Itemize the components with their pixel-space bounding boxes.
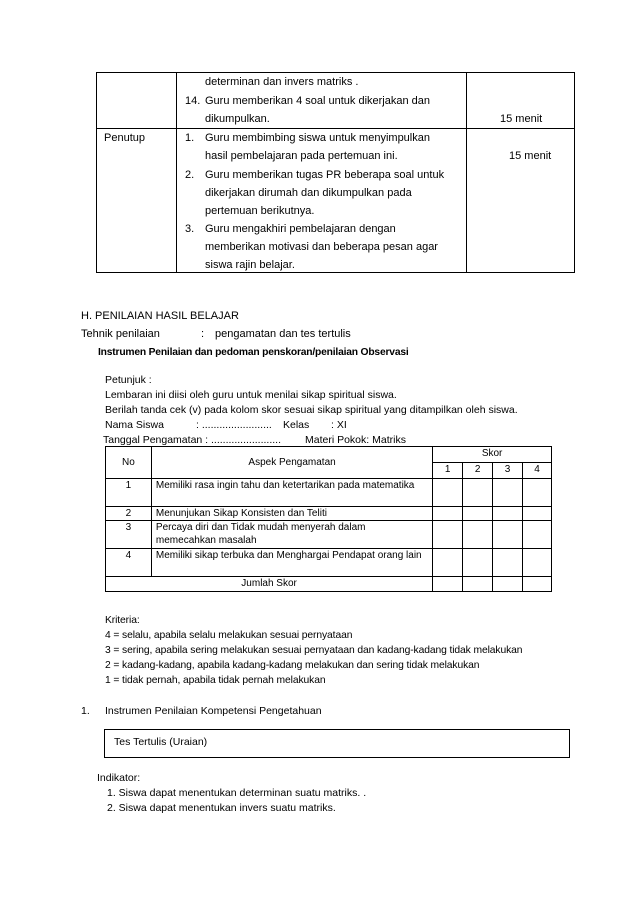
indikator-item: 2. Siswa dapat menentukan invers suatu matriks.	[107, 802, 336, 814]
header-no: No	[106, 447, 152, 479]
total-cell[interactable]	[523, 577, 552, 592]
pengetahuan-title: Instrumen Penilaian Kompetensi Pengetahuan	[105, 705, 322, 717]
score-checkbox-cell[interactable]	[433, 479, 463, 507]
score-checkbox-cell[interactable]	[493, 521, 523, 549]
petunjuk-line: Lembaran ini diisi oleh guru untuk menilai sikap spiritual siswa.	[105, 389, 397, 401]
score-checkbox-cell[interactable]	[523, 521, 552, 549]
score-checkbox-cell[interactable]	[493, 507, 523, 521]
total-cell[interactable]	[433, 577, 463, 592]
nama-label: Nama Siswa	[105, 419, 164, 431]
indikator-title: Indikator:	[97, 772, 141, 784]
nama-value: : ........................	[196, 419, 272, 431]
score-checkbox-cell[interactable]	[493, 479, 523, 507]
skor-col-1: 1	[433, 463, 463, 479]
score-checkbox-cell[interactable]	[523, 549, 552, 577]
row-aspek: Menunjukan Sikap Konsisten dan Teliti	[151, 507, 432, 521]
tes-tertulis-box	[104, 729, 570, 758]
table-row	[106, 549, 552, 577]
item-number: 2.	[185, 169, 195, 181]
teknik-label: Tehnik penilaian	[81, 328, 160, 340]
score-checkbox-cell[interactable]	[463, 507, 493, 521]
activity-text: pertemuan berikutnya.	[205, 205, 315, 217]
jumlah-skor-label: Jumlah Skor	[106, 577, 433, 592]
activity-text: Guru mengakhiri pembelajaran dengan	[205, 223, 396, 235]
score-checkbox-cell[interactable]	[463, 521, 493, 549]
kriteria-item: 4 = selalu, apabila selalu melakukan sesuai pernyataan	[105, 630, 353, 641]
row-number: 4	[106, 549, 152, 577]
row-number: 1	[106, 479, 152, 507]
activity-text: Guru memberikan 4 soal untuk dikerjakan dan	[205, 95, 431, 107]
activity-text: dikerjakan dirumah dan dikumpulkan pada	[205, 187, 412, 199]
kriteria-item: 1 = tidak pernah, apabila tidak pernah melakukan	[105, 675, 326, 686]
activity-text: dikumpulkan.	[205, 113, 270, 125]
table-row	[106, 479, 552, 507]
total-cell[interactable]	[463, 577, 493, 592]
tanggal-label: Tanggal Pengamatan : ........................	[103, 434, 282, 446]
table-row	[106, 521, 552, 549]
materi-label: Materi Pokok: Matriks	[305, 434, 406, 446]
section-heading: H. PENILAIAN HASIL BELAJAR	[81, 310, 239, 322]
instrumen-title: Instrumen Penilaian dan pedoman penskoran/penilaian Observasi	[98, 347, 409, 358]
indikator-item: 1. Siswa dapat menentukan determinan suatu matriks. .	[107, 787, 367, 799]
pengetahuan-number: 1.	[81, 705, 90, 717]
header-aspek: Aspek Pengamatan	[151, 447, 432, 479]
time-allocation: 15 menit	[500, 113, 543, 125]
score-checkbox-cell[interactable]	[523, 479, 552, 507]
header-skor: Skor	[433, 447, 552, 463]
activity-text: Guru memberikan tugas PR beberapa soal untuk	[205, 169, 445, 181]
petunjuk-line: Berilah tanda cek (v) pada kolom skor sesuai sikap spiritual yang ditampilkan oleh siswa.	[105, 404, 518, 416]
row-number: 2	[106, 507, 152, 521]
kriteria-item: 3 = sering, apabila sering melakukan sesuai pernyataan dan kadang-kadang tidak melakukan	[105, 645, 523, 656]
row-number: 3	[106, 521, 152, 549]
activity-text: determinan dan invers matriks .	[205, 76, 359, 88]
item-number: 1.	[185, 132, 195, 144]
item-number: 3.	[185, 223, 195, 235]
tes-tertulis-label: Tes Tertulis (Uraian)	[114, 736, 208, 748]
activity-text: Guru membimbing siswa untuk menyimpulkan	[205, 132, 430, 144]
score-checkbox-cell[interactable]	[463, 549, 493, 577]
kriteria-title: Kriteria:	[105, 615, 140, 626]
skor-col-2: 2	[463, 463, 493, 479]
kelas-label: Kelas	[283, 419, 310, 431]
kriteria-item: 2 = kadang-kadang, apabila kadang-kadang melakukan dan sering tidak melakukan	[105, 660, 480, 671]
teknik-value: pengamatan dan tes tertulis	[215, 328, 351, 340]
total-cell[interactable]	[493, 577, 523, 592]
observation-table	[105, 446, 552, 592]
score-checkbox-cell[interactable]	[463, 479, 493, 507]
petunjuk-title: Petunjuk :	[105, 374, 152, 386]
kelas-value: : XI	[331, 419, 347, 431]
table-row	[106, 507, 552, 521]
phase-label: Penutup	[104, 132, 145, 144]
score-checkbox-cell[interactable]	[433, 549, 463, 577]
total-row	[106, 577, 552, 592]
row-aspek: Memiliki sikap terbuka dan Menghargai Pendapat orang lain	[151, 549, 432, 577]
activity-text: siswa rajin belajar.	[205, 259, 295, 271]
score-checkbox-cell[interactable]	[493, 549, 523, 577]
time-allocation: 15 menit	[509, 150, 552, 162]
activity-text: hasil pembelajaran pada pertemuan ini.	[205, 150, 398, 162]
skor-col-3: 3	[493, 463, 523, 479]
activity-text: memberikan motivasi dan beberapa pesan agar	[205, 241, 438, 253]
row-aspek: Percaya diri dan Tidak mudah menyerah dalam memecahkan masalah	[151, 521, 432, 549]
score-checkbox-cell[interactable]	[523, 507, 552, 521]
row-aspek: Memiliki rasa ingin tahu dan ketertarikan pada matematika	[151, 479, 432, 507]
score-checkbox-cell[interactable]	[433, 521, 463, 549]
score-checkbox-cell[interactable]	[433, 507, 463, 521]
teknik-colon: :	[201, 328, 205, 340]
item-number: 14.	[185, 95, 201, 107]
skor-col-4: 4	[523, 463, 552, 479]
